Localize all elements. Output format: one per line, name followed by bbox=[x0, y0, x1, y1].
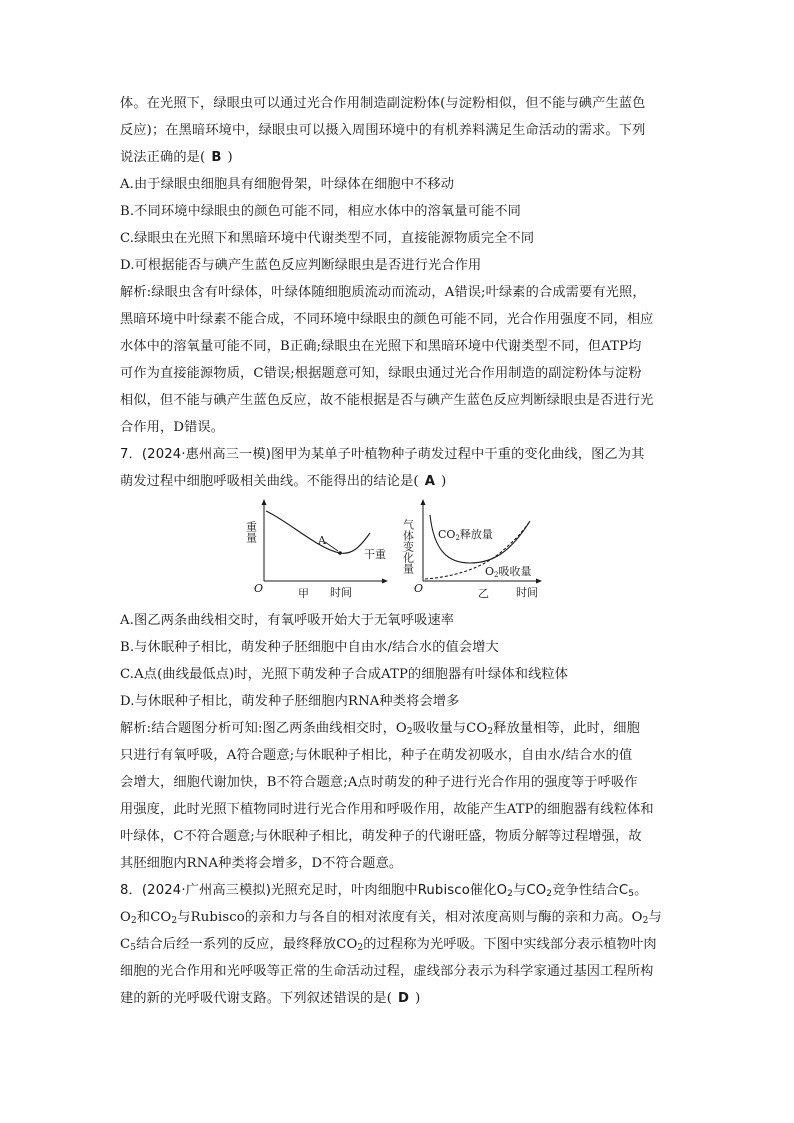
q7-analysis-text: 解析:结合题图分析可知:图乙两条曲线相交时，O bbox=[120, 721, 407, 736]
q6-analysis-line: 相似，但不能与碘产生蓝色反应，故不能根据是否与碘产生蓝色反应判断绿眼虫是否进行光 bbox=[120, 393, 654, 408]
jia-y-arrow-icon bbox=[262, 499, 267, 505]
q7-analysis-text: 释放量相等，此时，细胞 bbox=[493, 721, 640, 736]
intro-line-2: 反应)；在黑暗环境中，绿眼虫可以摄入周围环境中的有机养料满足生命活动的需求。下列 bbox=[120, 123, 646, 138]
yi-o2-label-sub: 2 bbox=[494, 571, 499, 579]
q7-analysis-line: 会增大，细胞代谢加快，B不符合题意;A点时萌发的种子进行光合作用的强度等于呼吸作 bbox=[120, 775, 638, 790]
q8-text: 和CO bbox=[136, 910, 172, 925]
q7-option-a: A.图乙两条曲线相交时，有氧呼吸开始大于无氧呼吸速率 bbox=[120, 613, 455, 628]
question-stem-close: ) bbox=[227, 150, 233, 165]
q8-text: 与Rubisco的亲和力与各自的相对浓度有关，相对浓度高则与酶的亲和力高。O bbox=[177, 910, 643, 925]
q8-stem-line-1 bbox=[120, 877, 680, 904]
q8-text: O bbox=[120, 910, 131, 925]
q7-stem-close: ) bbox=[441, 474, 447, 489]
subscript: 2 bbox=[171, 916, 178, 926]
q7-analysis-line: 叶绿体，C不符合题意;与休眠种子相比，萌发种子的代谢旺盛，物质分解等过程增强，故 bbox=[120, 829, 642, 844]
document-page bbox=[120, 90, 680, 1012]
q7-analysis-line: 其胚细胞内RNA种类将会增多，D不符合题意。 bbox=[120, 856, 403, 871]
intro-line-1: 体。在光照下，绿眼虫可以通过光合作用制造副淀粉体(与淀粉相似，但不能与碘产生蓝色 bbox=[120, 96, 646, 111]
q8-text: 竞争性结合C bbox=[552, 883, 629, 898]
q8-answer-key: D bbox=[398, 991, 410, 1006]
jia-curve-label: 干重 bbox=[364, 548, 386, 561]
subscript: 5 bbox=[130, 943, 137, 953]
q7-option-d: D.与休眠种子相比，萌发种子胚细胞内RNA种类将会增多 bbox=[120, 694, 460, 709]
q7-analysis-line-1 bbox=[120, 715, 680, 742]
subscript: 2 bbox=[406, 727, 413, 737]
q7-figures bbox=[120, 497, 680, 603]
yi-x-arrow-icon bbox=[536, 579, 542, 584]
q7-stem-text: 萌发过程中细胞呼吸相关曲线。不能得出的结论是( bbox=[120, 474, 419, 489]
subscript: 2 bbox=[357, 943, 364, 953]
yi-ylabel: 气体变化量 bbox=[401, 519, 415, 574]
q8-text: 建的新的光呼吸代谢支路。下列叙述错误的是( bbox=[120, 991, 393, 1006]
yi-figure-name: 乙 bbox=[478, 587, 489, 600]
q6-option-c: C.绿眼虫在光照下和黑暗环境中代谢类型不同，直接能源物质完全不同 bbox=[120, 231, 535, 246]
q8-text: 结合后经一系列的反应，最终释放CO bbox=[136, 937, 358, 952]
q8-text: 。 bbox=[634, 883, 648, 898]
figure-yi bbox=[402, 499, 543, 600]
q7-analysis-line: 只进行有氧呼吸，A符合题意;与休眠种子相比，种子在萌发初吸水，自由水/结合水的值 bbox=[120, 748, 633, 763]
figure-graphs bbox=[244, 497, 548, 603]
jia-origin: O bbox=[254, 582, 264, 595]
q8-text: 与CO bbox=[513, 883, 547, 898]
q6-analysis-line: 可作为直接能源物质，C错误;根据题意可知，绿眼虫通过光合作用制造的副淀粉体与淀粉 bbox=[120, 366, 642, 381]
answer-key: B bbox=[211, 150, 222, 165]
q6-option-d: D.可根据能否与碘产生蓝色反应判断绿眼虫是否进行光合作用 bbox=[120, 258, 482, 273]
yi-co2-label-b: 释放量 bbox=[459, 528, 493, 541]
q7-stem-line-2 bbox=[120, 468, 680, 495]
q6-analysis-line: 解析:绿眼虫含有叶绿体，叶绿体随细胞质流动而流动，A错误;叶绿素的合成需要有光照， bbox=[120, 285, 646, 300]
q8-text: C bbox=[120, 937, 131, 952]
q8-text: ) bbox=[415, 991, 421, 1006]
q6-analysis-line: 水体中的溶氧量可能不同，B正确;绿眼虫在光照下和黑暗环境中代谢类型不同，但ATP均 bbox=[120, 339, 642, 354]
q8-stem-line-5 bbox=[120, 985, 680, 1012]
yi-o2-label bbox=[485, 564, 532, 579]
jia-point-a bbox=[338, 551, 342, 555]
yi-xlabel: 时间 bbox=[516, 586, 538, 599]
q6-option-a: A.由于绿眼虫细胞具有细胞骨架，叶绿体在细胞中不移动 bbox=[120, 177, 455, 192]
q8-stem-line-4: 细胞的光合作用和光呼吸等正常的生命活动过程，虚线部分表示为科学家通过基因工程所构 bbox=[120, 964, 654, 979]
q8-text: 的过程称为光呼吸。下图中实线部分表示植物叶肉 bbox=[363, 937, 657, 952]
q7-option-c: C.A点(曲线最低点)时，光照下萌发种子合成ATP的细胞器有叶绿体和线粒体 bbox=[120, 667, 569, 682]
q7-option-b: B.与休眠种子相比，萌发种子胚细胞中自由水/结合水的值会增大 bbox=[120, 640, 499, 655]
yi-co2-label-a: CO bbox=[438, 528, 456, 541]
subscript: 2 bbox=[507, 889, 514, 899]
yi-co2-label bbox=[438, 528, 493, 542]
yi-co2-label-sub: 2 bbox=[455, 534, 460, 542]
subscript: 5 bbox=[628, 889, 635, 899]
q6-analysis-line: 合作用，D错误。 bbox=[120, 420, 225, 435]
jia-ylabel: 重量 bbox=[244, 521, 258, 543]
subscript: 2 bbox=[642, 916, 649, 926]
intro-line-3 bbox=[120, 144, 680, 171]
yi-origin: O bbox=[414, 582, 424, 595]
question-stem: 说法正确的是( bbox=[120, 150, 206, 165]
yi-o2-label-b: 吸收量 bbox=[498, 565, 532, 578]
q8-text: 8．(2024·广州高三模拟)光照充足时，叶肉细胞中Rubisco催化O bbox=[120, 883, 508, 898]
jia-xlabel: 时间 bbox=[330, 586, 352, 599]
q6-analysis-line: 黑暗环境中叶绿素不能合成，不同环境中绿眼虫的颜色可能不同，光合作用强度不同，相应 bbox=[120, 312, 654, 327]
q8-stem-line-2 bbox=[120, 904, 680, 931]
figure-jia bbox=[245, 499, 389, 600]
subscript: 2 bbox=[487, 727, 494, 737]
jia-x-arrow-icon bbox=[382, 579, 388, 584]
q7-analysis-text: 吸收量与CO bbox=[412, 721, 488, 736]
q7-analysis-line: 用强度，此时光照下植物同时进行光合作用和呼吸作用，故能产生ATP的细胞器有线粒体和 bbox=[120, 802, 654, 817]
jia-point-leader bbox=[325, 542, 338, 551]
q8-stem-line-3 bbox=[120, 931, 680, 958]
q8-text: 与 bbox=[648, 910, 662, 925]
q7-stem-line-1: 7．(2024·惠州高三一模)图甲为某单子叶植物种子萌发过程中干重的变化曲线，图乙为其 bbox=[120, 447, 645, 462]
yi-y-arrow-icon bbox=[421, 499, 426, 505]
jia-point-label: A bbox=[318, 534, 326, 547]
q6-option-b: B.不同环境中绿眼虫的颜色可能不同，相应水体中的溶氧量可能不同 bbox=[120, 204, 521, 219]
q7-answer-key: A bbox=[424, 474, 436, 489]
subscript: 2 bbox=[130, 916, 137, 926]
subscript: 2 bbox=[546, 889, 553, 899]
jia-figure-name: 甲 bbox=[298, 587, 309, 600]
yi-o2-label-a: O bbox=[485, 565, 495, 578]
